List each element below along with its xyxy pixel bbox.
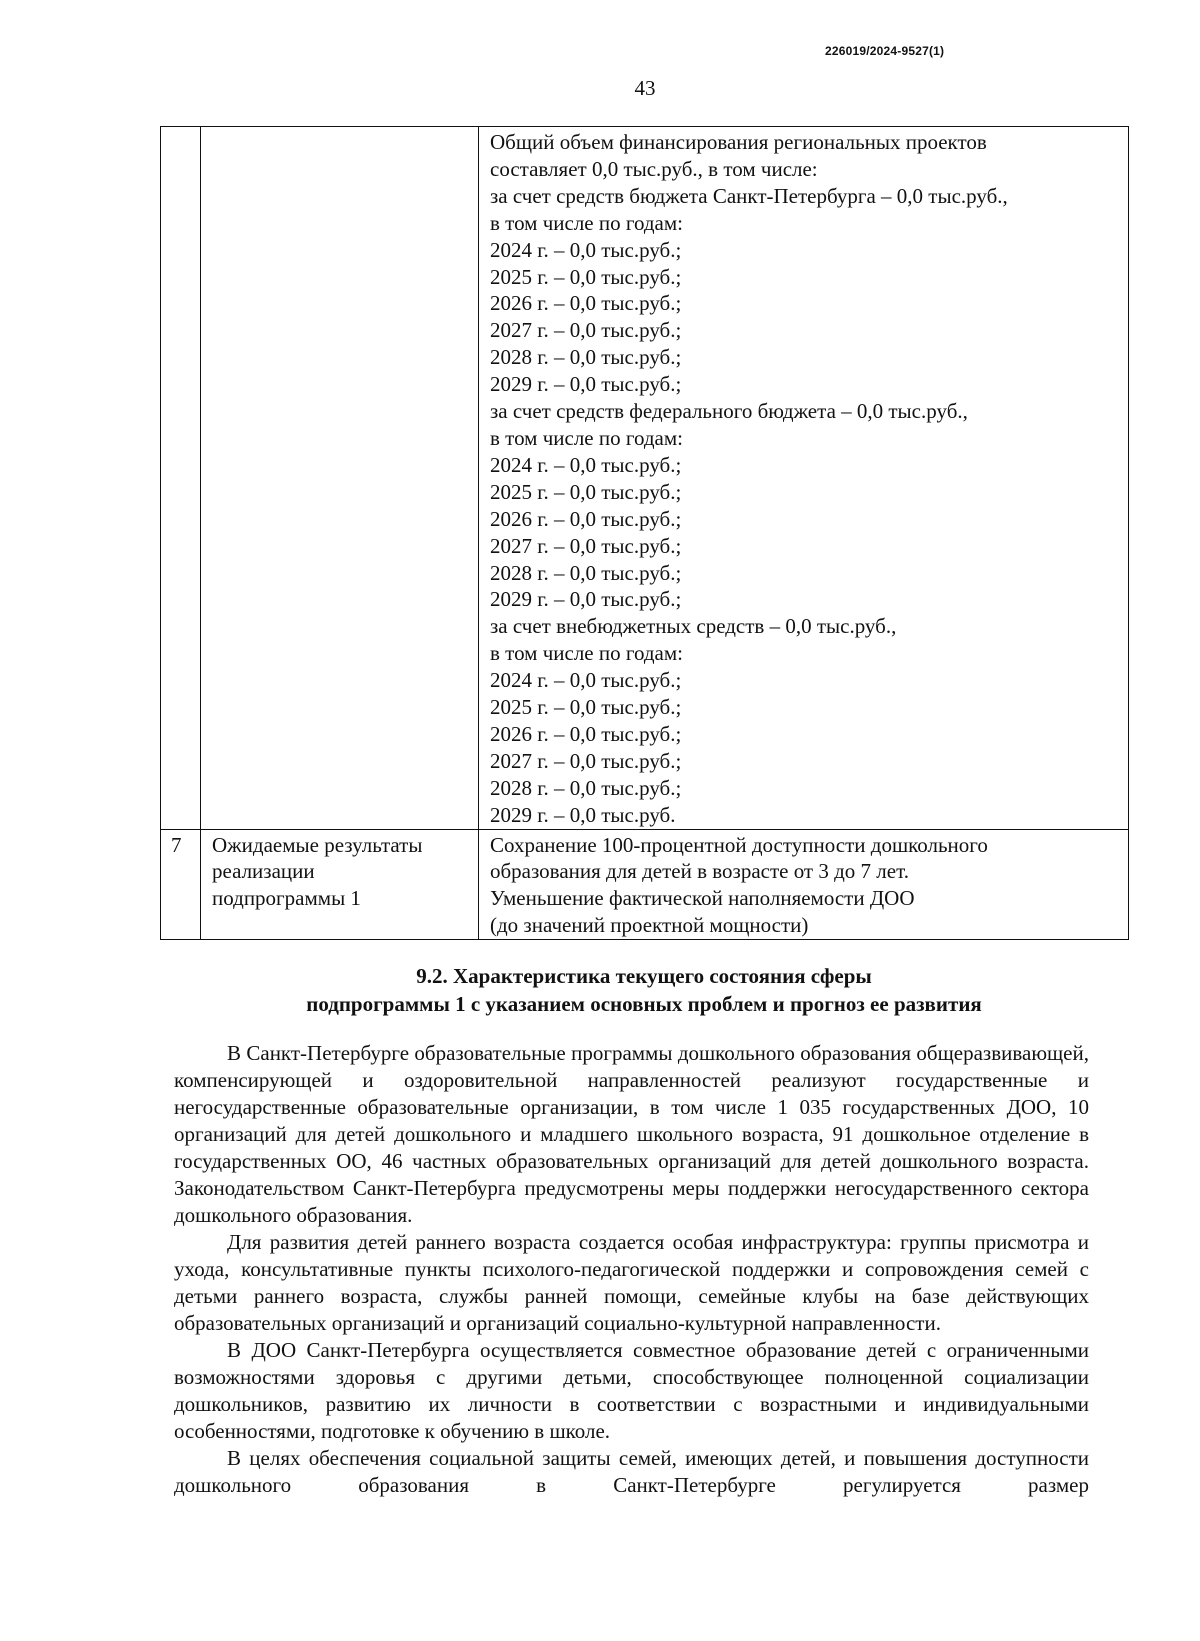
cell-line: в том числе по годам: (490, 210, 683, 235)
cell-line: составляет 0,0 тыс.руб., в том числе: (490, 156, 818, 181)
table-row-results (161, 829, 1129, 940)
page-number: 43 (634, 76, 656, 100)
expected-results-cell (479, 829, 1129, 940)
label-line: реализации (212, 859, 315, 884)
row-label-cell (201, 127, 479, 830)
cell-line: 2028 г. – 0,0 тыс.руб.; (490, 560, 682, 585)
cell-line: 2029 г. – 0,0 тыс.руб. (490, 802, 676, 827)
cell-line: 2026 г. – 0,0 тыс.руб.; (490, 721, 682, 746)
row-number-cell: 7 (161, 829, 201, 940)
cell-line: 2028 г. – 0,0 тыс.руб.; (490, 775, 682, 800)
paragraph: В целях обеспечения социальной защиты семей, имеющих детей, и повышения доступности дошкольного образования в Санкт-Петербурге регулируется размер (174, 1446, 1089, 1497)
cell-line: в том числе по годам: (490, 641, 683, 666)
cell-line: 2025 г. – 0,0 тыс.руб.; (490, 695, 682, 720)
cell-line: за счет средств бюджета Санкт-Петербурга – 0,0 тыс.руб., (490, 183, 1008, 208)
cell-line: 2029 г. – 0,0 тыс.руб.; (490, 372, 682, 397)
cell-line: 2028 г. – 0,0 тыс.руб.; (490, 345, 682, 370)
cell-line: в том числе по годам: (490, 425, 683, 450)
table-row-financing (161, 127, 1129, 830)
row-number-cell (161, 127, 201, 830)
section-heading-line: подпрограммы 1 с указанием основных проблем и прогноз ее развития (306, 992, 982, 1016)
cell-line: (до значений проектной мощности) (490, 913, 809, 938)
cell-line: 2024 г. – 0,0 тыс.руб.; (490, 668, 682, 693)
cell-line: 2026 г. – 0,0 тыс.руб.; (490, 506, 682, 531)
document-id: 226019/2024-9527(1) (825, 44, 945, 58)
row-label-cell (201, 829, 479, 940)
cell-line: 2024 г. – 0,0 тыс.руб.; (490, 237, 682, 262)
label-line: подпрограммы 1 (212, 886, 361, 911)
cell-line: образования для детей в возрасте от 3 до 7 лет. (490, 859, 909, 884)
cell-line: 2029 г. – 0,0 тыс.руб.; (490, 587, 682, 612)
cell-line: 2025 г. – 0,0 тыс.руб.; (490, 479, 682, 504)
cell-line: за счет внебюджетных средств – 0,0 тыс.руб., (490, 614, 897, 639)
cell-line: 2024 г. – 0,0 тыс.руб.; (490, 452, 682, 477)
paragraph: Для развития детей раннего возраста создается особая инфраструктура: группы присмотра и ухода, консультативные пункты психолого-педагогической поддержки и сопровождения семей с детьми раннего возраста, службы ранней помощи, семейные клубы на базе действующих образовательных организаций и организаций социально-культурной направленности. (174, 1230, 1089, 1335)
section-body (174, 1040, 1089, 1499)
cell-line: 2027 г. – 0,0 тыс.руб.; (490, 318, 682, 343)
cell-line: за счет средств федерального бюджета – 0,0 тыс.руб., (490, 399, 968, 424)
financing-volume-cell (479, 127, 1129, 830)
cell-line: Уменьшение фактической наполняемости ДОО (490, 886, 915, 911)
paragraph: В ДОО Санкт-Петербурга осуществляется совместное образование детей с ограниченными возможностями здоровья с другими детьми, способствующее полноценной социализации дошкольников, развитию их личности в соответствии с возрастными и индивидуальными особенностями, подготовке к обучению в школе. (174, 1338, 1089, 1443)
section-heading (160, 962, 1128, 1018)
paragraph: В Санкт-Петербурге образовательные программы дошкольного образования общеразвивающей, компенсирующей и оздоровительной направленностей реализуют государственные и негосударственные образовательные организации, в том числе 1 035 государственных ДОО, 10 организаций для детей дошкольного и младшего школьного возраста, 91 дошкольное отделение в государственных ОО, 46 частных образовательных организаций для детей дошкольного возраста. Законодательством Санкт-Петербурга предусмотрены меры поддержки негосударственного сектора дошкольного образования. (174, 1041, 1089, 1227)
cell-line: Общий объем финансирования региональных проектов (490, 130, 987, 154)
financing-table (160, 126, 1129, 940)
label-line: Ожидаемые результаты (212, 832, 423, 857)
cell-line: 2027 г. – 0,0 тыс.руб.; (490, 533, 682, 558)
section-heading-line: 9.2. Характеристика текущего состояния сферы (416, 964, 872, 988)
cell-line: Сохранение 100-процентной доступности дошкольного (490, 832, 988, 857)
cell-line: 2026 г. – 0,0 тыс.руб.; (490, 291, 682, 316)
cell-line: 2027 г. – 0,0 тыс.руб.; (490, 748, 682, 773)
cell-line: 2025 г. – 0,0 тыс.руб.; (490, 264, 682, 289)
